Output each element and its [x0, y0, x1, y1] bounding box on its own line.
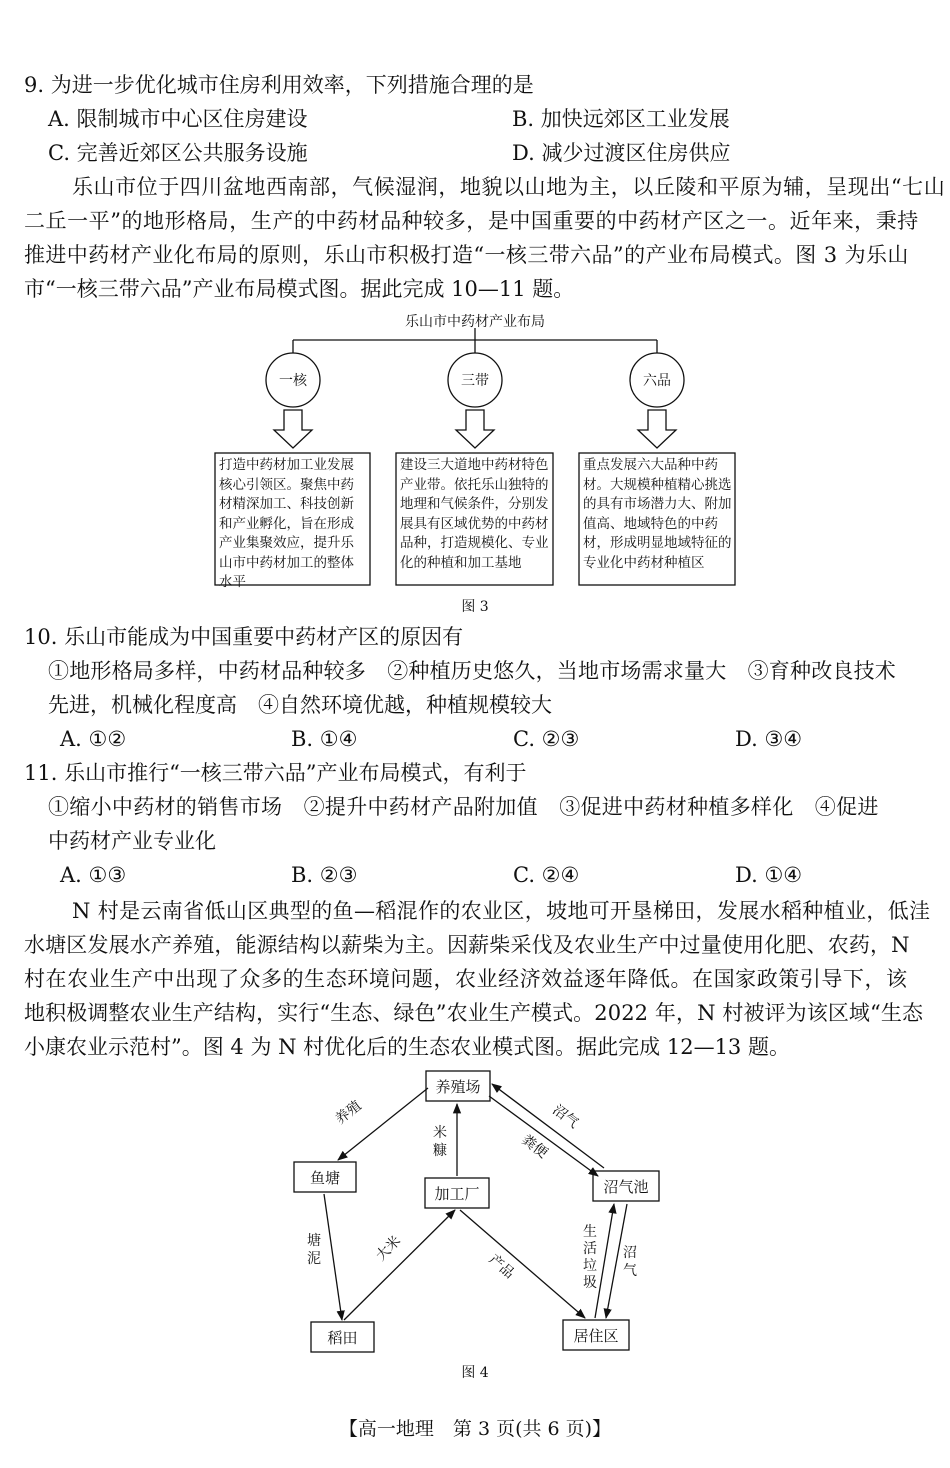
figure-3-caption: 图 3 [461, 599, 489, 615]
node-label-biogas: 沼气池 [603, 1178, 649, 1196]
passage1-line-3: 推进中药材产业化布局的原则，乐山市积极打造“一核三带六品”的产业布局模式。图 3 为乐山 [24, 243, 909, 267]
q9-option-b: B. 加快远郊区工业发展 [512, 107, 730, 131]
node-label-core: 一核 [279, 373, 307, 389]
q10-statements-line-2: 先进，机械化程度高 ④自然环境优越，种植规模较大 [48, 693, 552, 717]
edge-label-biogas-to-residential: 沼气 [623, 1245, 637, 1279]
arrow-factory-to-residential [460, 1210, 585, 1318]
q9-option-c: C. 完善近郊区公共服务设施 [48, 141, 308, 165]
edge-label-rice: 大米 [373, 1233, 405, 1265]
arrow-paddy-to-factory [344, 1210, 455, 1320]
page-footer: 【高一地理 第 3 页(共 6 页)】 [338, 1418, 612, 1440]
q9-option-a: A. 限制城市中心区住房建设 [48, 107, 308, 131]
passage2-line-4: 地积极调整农业生产结构，实行“生态、绿色”农业生产模式。2022 年，N 村被评为该区域“生态 [24, 1001, 924, 1025]
q11-option-d: D. ①④ [735, 863, 803, 887]
node-label-residential: 居住区 [573, 1327, 619, 1345]
edge-label-garbage: 生活垃圾 [583, 1224, 597, 1291]
q10-statements-line-1: ①地形格局多样，中药材品种较多 ②种植历史悠久，当地市场需求量大 ③育种改良技术 [48, 659, 896, 683]
passage2-line-5: 小康农业示范村”。图 4 为 N 村优化后的生态农业模式图。据此完成 12—13 题。 [24, 1035, 790, 1059]
node-label-pond: 鱼塘 [309, 1169, 340, 1187]
q10-option-a: A. ①② [60, 727, 127, 751]
passage1-line-4: 市“一核三带六品”产业布局模式图。据此完成 10—11 题。 [24, 277, 575, 301]
q11-stem: 11. 乐山市推行“一核三带六品”产业布局模式，有利于 [24, 761, 527, 785]
q11-option-b: B. ②③ [291, 863, 358, 887]
q10-option-d: D. ③④ [735, 727, 803, 751]
node-label-farm: 养殖场 [435, 1078, 481, 1096]
passage1-line-1: 乐山市位于四川盆地西南部，气候湿润，地貌以山地为主，以丘陵和平原为辅，呈现出“七山 [72, 175, 946, 199]
down-arrow-icon [274, 410, 312, 448]
edge-label-product: 产品 [485, 1251, 518, 1282]
arrow-farm-to-biogas [489, 1096, 598, 1176]
q11-option-c: C. ②④ [513, 863, 580, 887]
q11-statements-line-1: ①缩小中药材的销售市场 ②提升中药材产品附加值 ③促进中药材种植多样化 ④促进 [48, 795, 879, 819]
box-core-text: 打造中药材加工业发展核心引领区。聚焦中药材精深加工、科技创新和产业孵化，旨在形成产业集聚效应，提升乐山市中药材加工的整体水平 [219, 457, 354, 590]
q10-option-b: B. ①④ [291, 727, 358, 751]
edge-label-biogas-to-farm: 沼气 [549, 1101, 582, 1132]
arrow-pond-to-paddy [324, 1194, 342, 1320]
q10-option-c: C. ②③ [513, 727, 580, 751]
edge-label-breeding: 养殖 [332, 1097, 365, 1128]
q10-stem: 10. 乐山市能成为中国重要中药材产区的原因有 [24, 625, 464, 649]
down-arrow-icon [638, 410, 676, 448]
edge-label-manure: 粪便 [518, 1131, 551, 1162]
passage2-line-3: 村在农业生产中出现了众多的生态环境问题，农业经济效益逐年降低。在国家政策引导下，该 [24, 967, 908, 991]
node-label-belts: 三带 [461, 373, 489, 389]
passage2-line-1: N 村是云南省低山区典型的鱼—稻混作的农业区，坡地可开垦梯田，发展水稻种植业，低洼 [72, 899, 931, 923]
node-label-factory: 加工厂 [434, 1185, 480, 1203]
node-label-paddy: 稻田 [327, 1329, 358, 1347]
figure-3-title: 乐山市中药材产业布局 [405, 314, 545, 330]
q11-option-a: A. ①③ [60, 863, 127, 887]
edge-label-bran: 米糠 [433, 1125, 447, 1159]
edge-label-mud: 塘泥 [307, 1233, 321, 1267]
passage2-line-2: 水塘区发展水产养殖，能源结构以薪柴为主。因薪柴采伐及农业生产中过量使用化肥、农药，N [24, 933, 910, 957]
q11-statements-line-2: 中药材产业专业化 [48, 829, 216, 853]
q9-stem: 9. 为进一步优化城市住房利用效率，下列措施合理的是 [24, 73, 534, 97]
figure-4-caption: 图 4 [461, 1365, 489, 1381]
passage1-line-2: 二丘一平”的地形格局，生产的中药材品种较多，是中国重要的中药材产区之一。近年来，秉持 [24, 209, 919, 233]
arrow-biogas-to-farm [492, 1084, 604, 1168]
q9-option-d: D. 减少过渡区住房供应 [512, 141, 731, 165]
down-arrow-icon [456, 410, 494, 448]
node-label-products: 六品 [643, 373, 671, 389]
box-products-text: 重点发展六大品种中药材。大规模种植精心挑选的具有市场潜力大、附加值高、地域特色的中药材，形成明显地域特征的专业化中药材种植区 [583, 457, 732, 571]
box-belts-text: 建设三大道地中药材特色产业带。依托乐山独特的地理和气候条件，分别发展具有区域优势的中药材品种，打造规模化、专业化的种植和加工基地 [400, 457, 549, 571]
